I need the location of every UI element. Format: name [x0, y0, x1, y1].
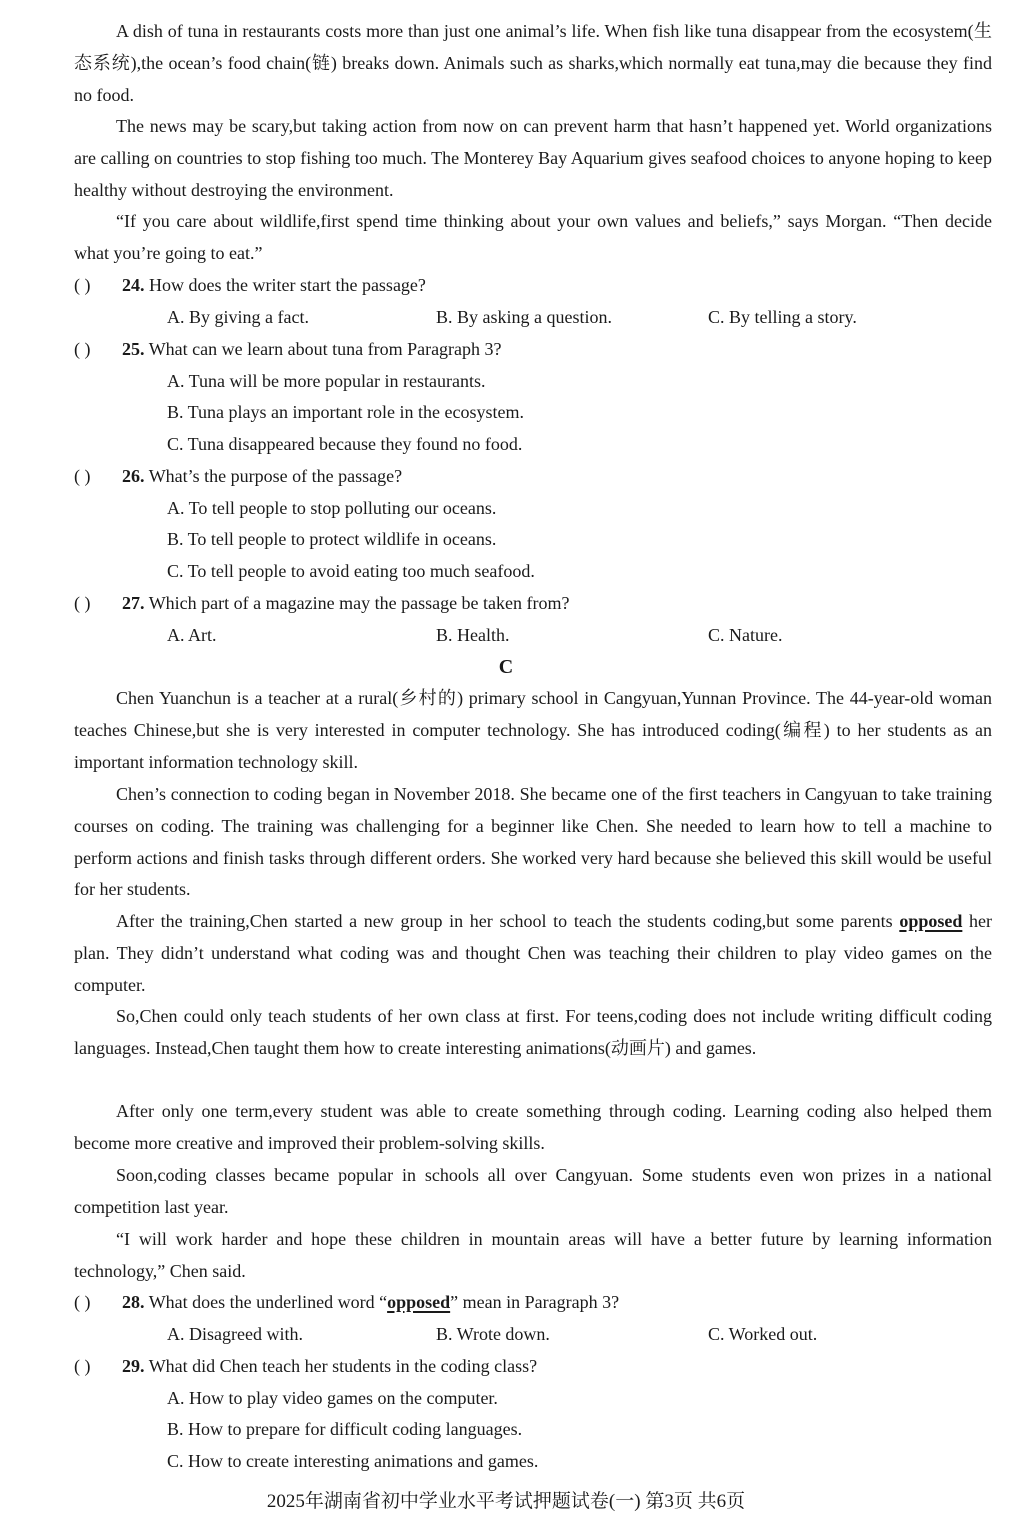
option-c: C. Worked out. — [708, 1324, 818, 1344]
option-b: B. By asking a question. — [436, 307, 612, 327]
page-footer: 2025年湖南省初中学业水平考试押题试卷(一) 第3页 共6页 — [266, 1491, 746, 1512]
answer-blank[interactable]: ( ) — [74, 1292, 91, 1312]
option-a: A. Disagreed with. — [167, 1324, 303, 1344]
answer-blank[interactable]: ( ) — [74, 593, 91, 613]
question-28: ( ) 28. What does the underlined word “opposed” mean in Paragraph 3? — [74, 1287, 619, 1318]
option-c: C. How to create interesting animations and games. — [167, 1451, 539, 1471]
passage-c-paragraph-2: Chen’s connection to coding began in November 2018. She became one of the first teachers in Cangyuan to take training courses on coding. The training was challenging for a beginner like Chen. She needed to learn how to tell a machine to perform actions and finish tasks through different orders. She worked very hard because she believed this skill would be useful for her students. — [74, 784, 992, 900]
passage-b-paragraph-3: “If you care about wildlife,first spend time thinking about your own values and beliefs,” says Morgan. “Then decide what you’re going to eat.” — [74, 211, 992, 263]
option-b: B. Wrote down. — [436, 1324, 550, 1344]
question-26: ( ) 26. What’s the purpose of the passage? — [74, 461, 402, 492]
option-c: C. To tell people to avoid eating too much seafood. — [167, 561, 535, 581]
option-b: B. How to prepare for difficult coding languages. — [167, 1419, 523, 1439]
answer-blank[interactable]: ( ) — [74, 466, 91, 486]
passage-c-paragraph-6: Soon,coding classes became popular in schools all over Cangyuan. Some students even won prizes in a national competition last year. — [74, 1165, 992, 1217]
question-29: ( ) 29. What did Chen teach her students in the coding class? — [74, 1351, 537, 1382]
option-b: B. To tell people to protect wildlife in oceans. — [167, 529, 497, 549]
underlined-word: opposed — [899, 911, 963, 931]
passage-c-paragraph-4: So,Chen could only teach students of her own class at first. For teens,coding does not include writing difficult coding languages. Instead,Chen taught them how to create interesting animations(动画片) and games. — [74, 1006, 992, 1058]
passage-b-paragraph-2: The news may be scary,but taking action from now on can prevent harm that hasn’t happened yet. World organizations are calling on countries to stop fishing too much. The Monterey Bay Aquarium gives seafood choices to anyone hoping to keep healthy without destroying the environment. — [74, 116, 992, 200]
section-heading: C — [498, 656, 514, 678]
option-a: A. Tuna will be more popular in restaurants. — [167, 371, 486, 391]
question-27: ( ) 27. Which part of a magazine may the passage be taken from? — [74, 588, 570, 619]
option-a: A. How to play video games on the computer. — [167, 1388, 498, 1408]
passage-c-paragraph-1: Chen Yuanchun is a teacher at a rural(乡村的) primary school in Cangyuan,Yunnan Province. The 44-year-old woman teaches Chinese,but she is very interested in computer technology. She has introduced coding(编程) to her students as an important information technology skill. — [74, 688, 992, 772]
option-a: A. To tell people to stop polluting our oceans. — [167, 498, 497, 518]
question-25: ( ) 25. What can we learn about tuna from Paragraph 3? — [74, 334, 502, 365]
option-a: A. Art. — [167, 625, 217, 645]
answer-blank[interactable]: ( ) — [74, 339, 91, 359]
option-b: B. Tuna plays an important role in the ecosystem. — [167, 402, 524, 422]
option-c: C. Tuna disappeared because they found no food. — [167, 434, 523, 454]
passage-c-paragraph-5: After only one term,every student was able to create something through coding. Learning coding also helped them become more creative and improved their problem-solving skills. — [74, 1101, 992, 1153]
answer-blank[interactable]: ( ) — [74, 1356, 91, 1376]
answer-blank[interactable]: ( ) — [74, 275, 91, 295]
passage-c-paragraph-3: After the training,Chen started a new group in her school to teach the students coding,but some parents opposed her plan. They didn’t understand what coding was and thought Chen was teaching their children to play video games on the computer. — [74, 911, 993, 995]
option-c: C. Nature. — [708, 625, 783, 645]
question-24: ( ) 24. How does the writer start the passage? — [74, 270, 426, 301]
passage-c-paragraph-7: “I will work harder and hope these children in mountain areas will have a better future by learning information technology,” Chen said. — [74, 1229, 992, 1281]
option-c: C. By telling a story. — [708, 307, 857, 327]
underlined-word: opposed — [387, 1292, 451, 1312]
option-b: B. Health. — [436, 625, 510, 645]
option-a: A. By giving a fact. — [167, 307, 309, 327]
passage-b-paragraph-1: A dish of tuna in restaurants costs more than just one animal’s life. When fish like tuna disappear from the ecosystem(生态系统),the ocean’s food chain(链) breaks down. Animals such as sharks,which normally eat tuna,may die because they find no food. — [74, 21, 992, 105]
